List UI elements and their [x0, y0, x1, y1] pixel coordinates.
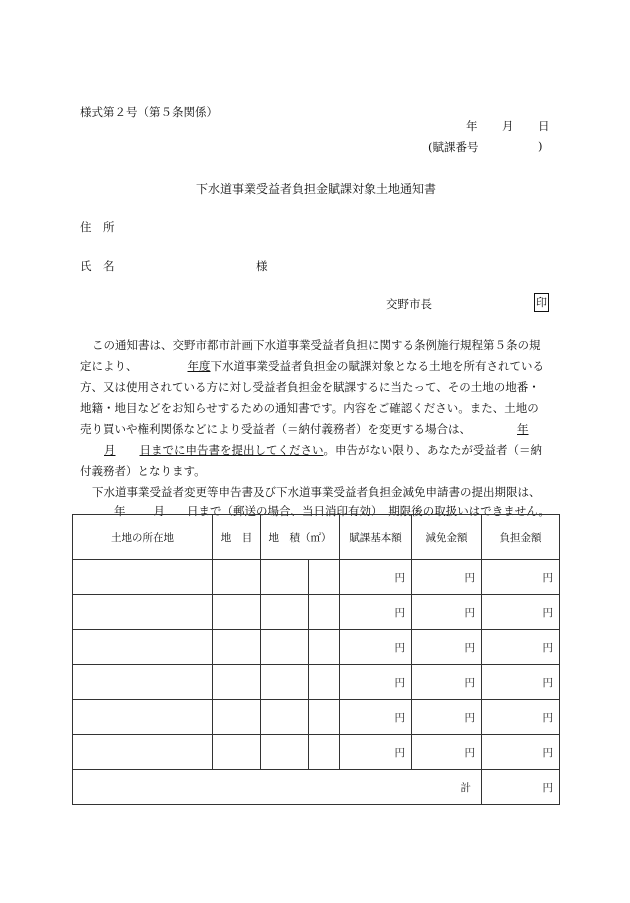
assessment-number-close: ) — [538, 139, 543, 153]
assessment-number-label: (賦課番号 — [428, 140, 479, 154]
cell-reduction-amount: 円 — [412, 630, 482, 665]
cell-reduction-amount: 円 — [412, 735, 482, 770]
body-line-2-tail: 下水道事業受益者負担金の賦課対象となる土地を所有されている — [210, 359, 544, 373]
cell-base-amount: 円 — [340, 735, 412, 770]
seal-mark: 印 — [534, 293, 549, 312]
table-header-row — [73, 515, 560, 560]
body-line-7: 付義務者）となります。 — [80, 464, 206, 478]
table-row — [73, 560, 560, 595]
cell-base-amount: 円 — [340, 700, 412, 735]
cell-land-category — [213, 595, 261, 630]
cell-base-amount: 円 — [340, 595, 412, 630]
cell-charge-amount: 円 — [482, 630, 560, 665]
fiscal-year-blank — [138, 359, 211, 373]
header-base-amount: 賦課基本額 — [340, 515, 412, 560]
cell-location — [73, 560, 213, 595]
cell-area — [261, 560, 309, 595]
cell-area-sub — [309, 735, 340, 770]
table-row — [73, 665, 560, 700]
deadline-underlined — [80, 443, 324, 457]
form-number: 様式第２号（第５条関係） — [80, 105, 218, 119]
deadline-year-label: 年 — [517, 422, 529, 436]
cell-reduction-amount: 円 — [412, 560, 482, 595]
cell-location — [73, 700, 213, 735]
table-row — [73, 630, 560, 665]
date-year-label: 年 — [466, 119, 478, 133]
total-charge-amount: 円 — [482, 770, 560, 805]
table-row — [73, 700, 560, 735]
body-line-2 — [80, 358, 544, 374]
name-label: 氏 名 — [80, 259, 115, 273]
date-day-label: 日 — [538, 119, 550, 133]
cell-area-sub — [309, 630, 340, 665]
table-row — [73, 595, 560, 630]
cell-area — [261, 630, 309, 665]
cell-reduction-amount: 円 — [412, 700, 482, 735]
submission-month-label: 月 — [153, 504, 165, 518]
body-line-8: 下水道事業受益者変更等申告書及び下水道事業受益者負担金減免申請書の提出期限は、 — [92, 485, 541, 499]
cell-charge-amount: 円 — [482, 560, 560, 595]
cell-area — [261, 735, 309, 770]
cell-land-category — [213, 630, 261, 665]
cell-base-amount: 円 — [340, 560, 412, 595]
body-line-2-lead: 定により、 — [80, 359, 138, 373]
cell-area — [261, 700, 309, 735]
cell-location — [73, 665, 213, 700]
body-line-3: 方、又は使用されている方に対し受益者負担金を賦課するに当たって、その土地の地番・ — [80, 380, 540, 394]
deadline-month-label: 月 — [104, 443, 116, 457]
cell-area-sub — [309, 560, 340, 595]
cell-area-sub — [309, 665, 340, 700]
cell-charge-amount: 円 — [482, 735, 560, 770]
cell-land-category — [213, 735, 261, 770]
body-line-1: この通知書は、交野市都市計画下水道事業受益者負担に関する条例施行規程第５条の規 — [92, 338, 541, 352]
total-label: 計 — [73, 770, 482, 805]
body-line-5 — [80, 421, 529, 437]
honorific: 様 — [256, 259, 268, 273]
cell-base-amount: 円 — [340, 630, 412, 665]
cell-charge-amount: 円 — [482, 700, 560, 735]
cell-charge-amount: 円 — [482, 595, 560, 630]
cell-location — [73, 735, 213, 770]
cell-base-amount: 円 — [340, 665, 412, 700]
cell-area — [261, 665, 309, 700]
table-row — [73, 735, 560, 770]
cell-area — [261, 595, 309, 630]
address-label: 住 所 — [80, 220, 115, 234]
cell-land-category — [213, 665, 261, 700]
cell-location — [73, 595, 213, 630]
header-area: 地 積（㎡） — [261, 515, 340, 560]
date-month-label: 月 — [502, 119, 514, 133]
body-line-4: 地籍・地目などをお知らせするための通知書です。内容をご確認ください。また、土地の — [80, 401, 539, 415]
fiscal-year-label: 年度 — [187, 359, 211, 373]
header-charge-amount: 負担金額 — [482, 515, 560, 560]
cell-area-sub — [309, 700, 340, 735]
body-line-5-lead: 売り買いや権利関係などにより受益者（＝納付義務者）を変更する場合は、 — [80, 422, 471, 436]
cell-reduction-amount: 円 — [412, 665, 482, 700]
cell-location — [73, 630, 213, 665]
cell-area-sub — [309, 595, 340, 630]
header-location: 土地の所在地 — [73, 515, 213, 560]
submission-year-label: 年 — [114, 504, 126, 518]
body-line-6 — [80, 442, 542, 458]
cell-land-category — [213, 700, 261, 735]
land-table — [72, 514, 560, 805]
header-land-category: 地 目 — [213, 515, 261, 560]
body-line-6-tail: 。申告がない限り、あなたが受益者（＝納 — [323, 443, 542, 457]
cell-land-category — [213, 560, 261, 595]
deadline-day-text: 日までに申告書を提出してください — [139, 443, 324, 457]
cell-reduction-amount: 円 — [412, 595, 482, 630]
header-reduction-amount: 減免金額 — [412, 515, 482, 560]
submission-deadline-text: 日まで（郵送の場合、当日消印有効） 期限後の取扱いはできません。 — [187, 504, 550, 518]
deadline-year-blank — [471, 422, 529, 436]
cell-charge-amount: 円 — [482, 665, 560, 700]
issuer-name: 交野市長 — [386, 297, 432, 311]
document-title: 下水道事業受益者負担金賦課対象土地通知書 — [196, 182, 437, 196]
table-total-row — [73, 770, 560, 805]
